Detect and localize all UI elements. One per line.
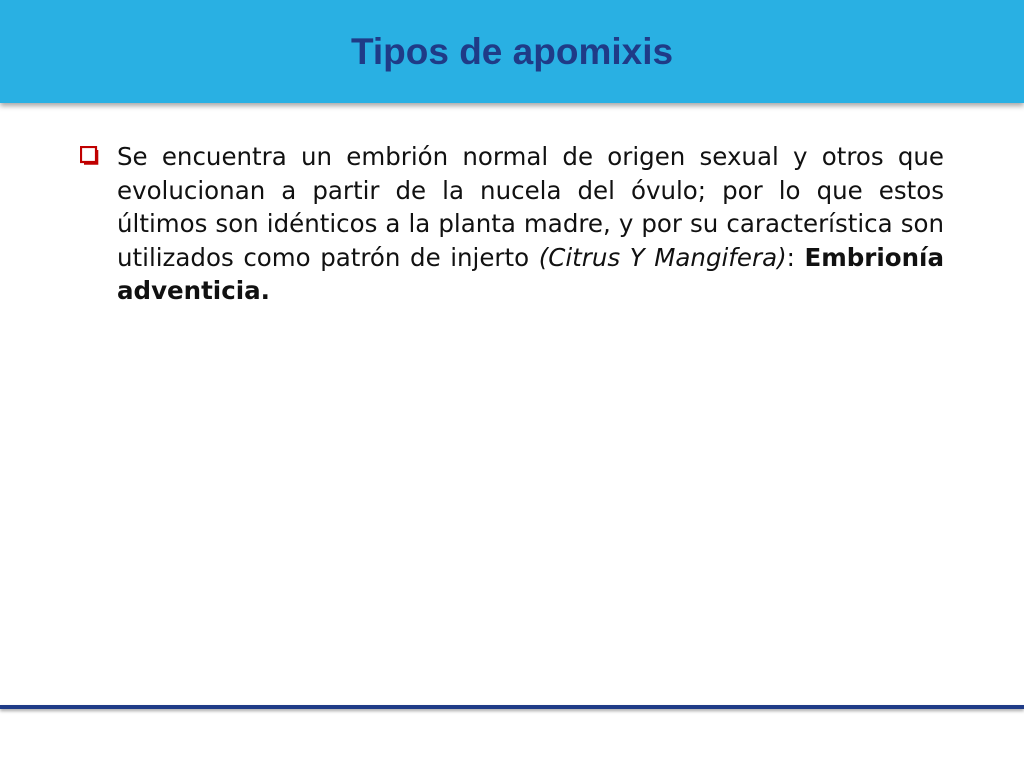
bullet-text-separator: :: [786, 242, 805, 272]
bullet-text-main: Se encuentra un embrión normal de origen sexual y otros que evolucionan a partir de la nucela del óvulo; por lo que estos últimos son idénticos a la planta madre, y por su característica son utilizados como patrón de injerto: [117, 142, 944, 272]
checkbox-square-bullet-icon: [80, 146, 100, 166]
bullet-item: [78, 140, 944, 308]
bullet-text-bold: Embrionía adventicia.: [117, 242, 944, 305]
title-bar: [0, 0, 1024, 103]
content-area: [78, 140, 944, 308]
bullet-text: [117, 140, 944, 308]
bullet-text-italic: (Citrus Y Mangifera): [538, 242, 787, 272]
slide-title: Tipos de apomixis: [350, 31, 674, 72]
bottom-rule: [0, 705, 1024, 709]
